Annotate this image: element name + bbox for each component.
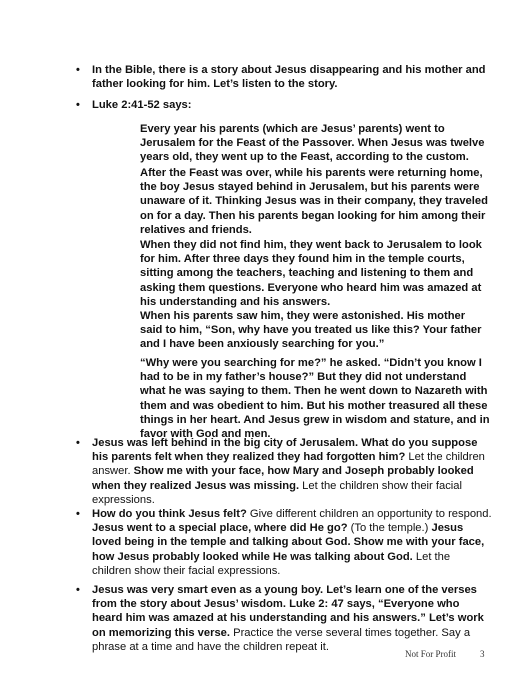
scripture-paragraph-4: When his parents saw him, they were astonished. His mother said to him, “Son, why have you treated us like this? Your father and I have been anxiously searching for you.”: [140, 310, 482, 351]
memory-verse-text: Jesus was very smart even as a young boy. Let’s learn one of the verses from the story about Jesus’ wisdom. Luke 2: 47 says, “Everyone who heard him was amazed at his understanding and his answers.” Let’s work on memorizing this verse.: [92, 584, 484, 639]
question-text: Show me with your face, how Mary and Joseph probably looked when they realized Jesus was missing.: [92, 465, 474, 492]
scripture-paragraph-1: Every year his parents (which are Jesus’ parents) went to Jerusalem for the Feast of the Passover. When Jesus was twelve years old, they went up to the Feast, according to the custom.: [140, 123, 485, 164]
question-text: How do you think Jesus felt?: [92, 508, 247, 520]
scripture-reference: Luke 2:41-52 says:: [92, 99, 192, 111]
page-number: 3: [480, 649, 485, 659]
scripture-paragraph-2: After the Feast was over, while his parents were returning home, the boy Jesus stayed behind in Jerusalem, but his parents were unaware of it. Thinking Jesus was in their company, they traveled on for a day. Then his parents began looking for him among their relatives and friends.: [140, 167, 488, 236]
bullet-scripture-ref: [76, 98, 492, 112]
bullet-marker: •: [76, 64, 80, 76]
bullet-intro: [76, 63, 492, 91]
bullet-marker: •: [76, 437, 80, 449]
instruction-text: Let the children show their facial expressions.: [92, 550, 451, 577]
instruction-text: Let the children show their facial expressions.: [92, 479, 462, 506]
scripture-paragraph-3: When they did not find him, they went back to Jerusalem to look for him. After three days they found him in the temple courts, sitting among the teachers, teaching and listening to them and asking them questions. Everyone who heard him was amazed at his understanding and his answers.: [140, 239, 482, 308]
bullet-marker: •: [76, 584, 80, 596]
instruction-text: Practice the verse several times together. Say a phrase at a time and have the children repeat it.: [92, 626, 471, 653]
footer-note: Not For Profit: [405, 649, 457, 659]
bullet-marker: •: [76, 508, 80, 520]
scripture-paragraph-5: “Why were you searching for me?” he asked. “Didn’t you know I had to be in my father’s house?” But they did not understand what he was saying to them. Then he went down to Nazareth with them and was obedient to him. But his mother treasured all these things in her heart. And Jesus grew in wisdom and stature, and in favor with God and men.: [140, 357, 490, 441]
instruction-text: Let the children answer.: [92, 451, 485, 478]
bullet-jesus-left-behind: [76, 436, 492, 507]
bullet-marker: •: [76, 99, 80, 111]
bullet-memory-verse: [76, 583, 492, 654]
question-text: Jesus went to a special place, where did He go?: [92, 522, 348, 535]
question-text: Jesus loved being in the temple and talking about God. Show me with your face, how Jesus probably looked while He was talking about God.: [92, 522, 485, 563]
bullet-intro-text: In the Bible, there is a story about Jesus disappearing and his mother and father looking for him. Let’s listen to the story.: [92, 64, 486, 91]
bullet-how-jesus-felt: [76, 507, 492, 578]
instruction-text: Give different children an opportunity to respond.: [246, 508, 492, 520]
question-text: Jesus was left behind in the big city of Jerusalem. What do you suppose his parents felt when they realized they had forgotten him?: [92, 437, 478, 464]
instruction-text: (To the temple.): [347, 522, 432, 535]
